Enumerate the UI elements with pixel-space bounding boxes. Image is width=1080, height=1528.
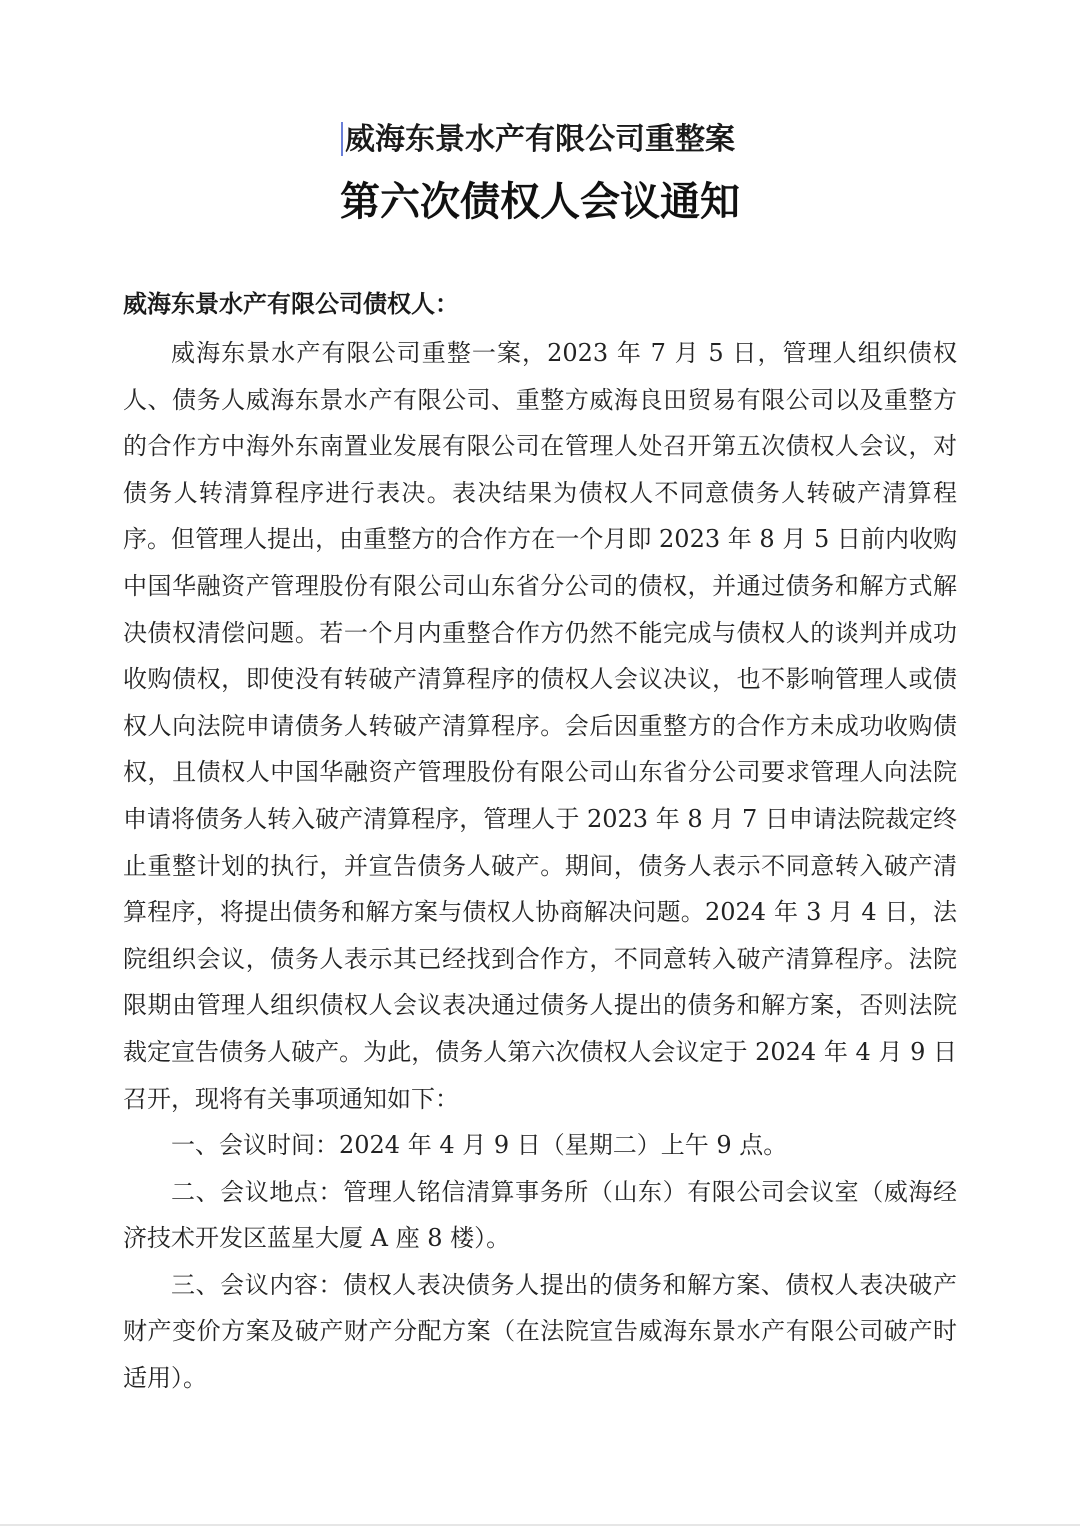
text-cursor (341, 122, 343, 156)
paragraph-background: 威海东景水产有限公司重整一案，2023 年 7 月 5 日，管理人组织债权人、债务人威海东景水产有限公司、重整方威海良田贸易有限公司以及重整方的合作方中海外东南置业发展有限公司在管理人处召开第五次债权人会议，对债务人转清算程序进行表决。表决结果为债权人不同意债务人转破产清算程序。但管理人提出，由重整方的合作方在一个月即 2023 年 8 月 5 日前内收购中国华融资产管理股份有限公司山东省分公司的债权，并通过债务和解方式解决债权清偿问题。若一个月内重整合作方仍然不能完成与债权人的谈判并成功收购债权，即使没有转破产清算程序的债权人会议决议，也不影响管理人或债权人向法院申请债务人转破产清算程序。会后因重整方的合作方未成功收购债权，且债权人中国华融资产管理股份有限公司山东省分公司要求管理人向法院申请将债务人转入破产清算程序，管理人于 2023 年 8 月 7 日申请法院裁定终止重整计划的执行，并宣告债务人破产。期间，债务人表示不同意转入破产清算程序，将提出债务和解方案与债权人协商解决问题。2024 年 3 月 4 日，法院组织会议，债务人表示其已经找到合作方，不同意转入破产清算程序。法院限期由管理人组织债权人会议表决通过债务人提出的债务和解方案，否则法院裁定宣告债务人破产。为此，债务人第六次债权人会议定于 2024 年 4 月 9 日召开，现将有关事项通知如下： (123, 339, 957, 1113)
page-bottom-edge (0, 1524, 1080, 1526)
case-title-text: 威海东景水产有限公司重整案 (345, 122, 735, 157)
salutation: 威海东景水产有限公司债权人： (123, 290, 459, 318)
paragraph-meeting-content: 三、会议内容：债权人表决债务人提出的债务和解方案、债权人表决破产财产变价方案及破产财产分配方案（在法院宣告威海东景水产有限公司破产时适用）。 (123, 1270, 957, 1393)
case-title (345, 118, 735, 162)
paragraph-meeting-time: 一、会议时间：2024 年 4 月 9 日（星期二）上午 9 点。 (171, 1131, 788, 1160)
notice-title: 第六次债权人会议通知 (340, 179, 740, 225)
title-block (0, 118, 1080, 232)
paragraph-meeting-location: 二、会议地点：管理人铭信清算事务所（山东）有限公司会议室（威海经济技术开发区蓝星大厦 A 座 8 楼）。 (123, 1177, 957, 1253)
notice-body (123, 330, 957, 1402)
